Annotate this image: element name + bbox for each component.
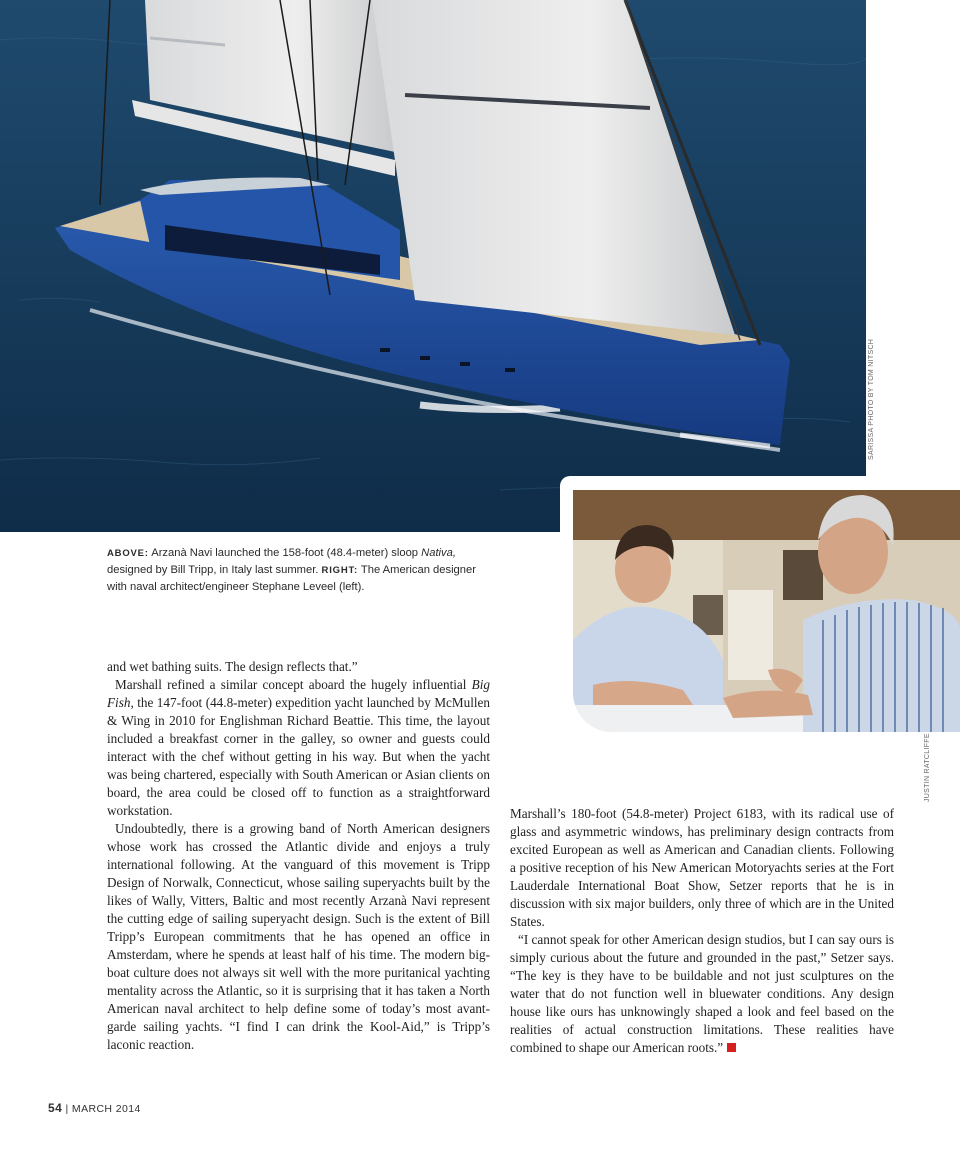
yacht-photo — [0, 0, 866, 532]
article-column-left — [107, 658, 490, 1054]
end-of-article-mark — [727, 1043, 736, 1052]
paragraph: Marshall’s 180-foot (54.8-meter) Project 6183, with its radical use of glass and asymmetric windows, has preliminary design contracts from excited European as well as American and Canadian clients. Following a positive reception of his New American Motoryachts series at the Fort Lauderdale International Boat Show, Setzer reports that he is in discussion with six major builders, only three of which are in the United States. — [510, 806, 894, 929]
folio-separator: | — [62, 1103, 72, 1115]
article-column-right — [510, 805, 894, 1057]
paragraph-text: “I cannot speak for other American design studios, but I can say ours is simply curious about the future and grounded in the past,” Setzer says. “The key is they have to be buildable and not just sculptures on the water that do not function well in bluewater conditions. Any design house like ours has unknowingly shaped a look and feel based on the realities of actual construction limitations. These realities have combined to shape our American roots.” — [510, 932, 894, 1055]
photo-credit-right — [924, 733, 940, 802]
caption-right-text: The American designer with naval architect/engineer Stephane Leveel (left). — [107, 564, 476, 593]
designers-photo — [573, 490, 960, 732]
paragraph: Undoubtedly, there is a growing band of North American designers whose work has crossed the Atlantic divide and enjoys a truly international following. At the vanguard of this movement is Tripp Design of Norwalk, Connecticut, whose sailing superyachts built by the likes of Wally, Vitters, Baltic and most recently Arzanà Navi represent the cutting edge of sailing superyacht design. Such is the extent of Bill Tripp’s European commitments that he has opened an office in Amsterdam, where he spends at least half of his time. The modern big-boat culture does not always sit well with the more puritanical yachting mentality across the Atlantic, so it is surprising that it has taken a North American naval architect to help define some of today’s most avant-garde sailing yachts. “I find I can drink the Kool-Aid,” is Tripp’s laconic reaction. — [107, 821, 490, 1052]
caption-above-label: ABOVE: — [107, 548, 149, 559]
issue-date: MARCH 2014 — [71, 1103, 141, 1115]
paragraph-text: Marshall refined a similar concept aboard the hugely influential — [115, 677, 472, 692]
paragraph: and wet bathing suits. The design reflects that.” — [107, 659, 358, 674]
paragraph — [510, 931, 894, 1057]
caption-right-label: RIGHT: — [321, 565, 358, 576]
photo-credit-top-text: SARISSA PHOTO BY TOM NITSCH — [868, 338, 875, 460]
caption-above-text-2: designed by Bill Tripp, in Italy last summer. — [107, 564, 322, 576]
photo-credit-right-text: JUSTIN RATCLIFFE — [924, 733, 931, 802]
caption-boat-name: Nativa, — [421, 547, 456, 559]
photo-caption — [107, 545, 487, 595]
paragraph — [107, 676, 490, 820]
boat-name: Big Fish — [107, 677, 490, 710]
page-number: 54 — [48, 1101, 63, 1115]
page-folio — [48, 1101, 141, 1115]
paragraph-text: , the 147-foot (44.8-meter) expedition yacht launched by McMullen & Wing in 2010 for Englishman Richard Beattie. This time, the layout included a breakfast corner in the galley, so owner and guests could interact with the chef without getting in his way. But when the yacht was being chartered, especially with South American or Asian clients on board, the area could be closed off to function as a straightforward workstation. — [107, 695, 490, 818]
photo-credit-top — [868, 338, 884, 460]
caption-above-text-1: Arzanà Navi launched the 158-foot (48.4-meter) sloop — [148, 547, 422, 559]
